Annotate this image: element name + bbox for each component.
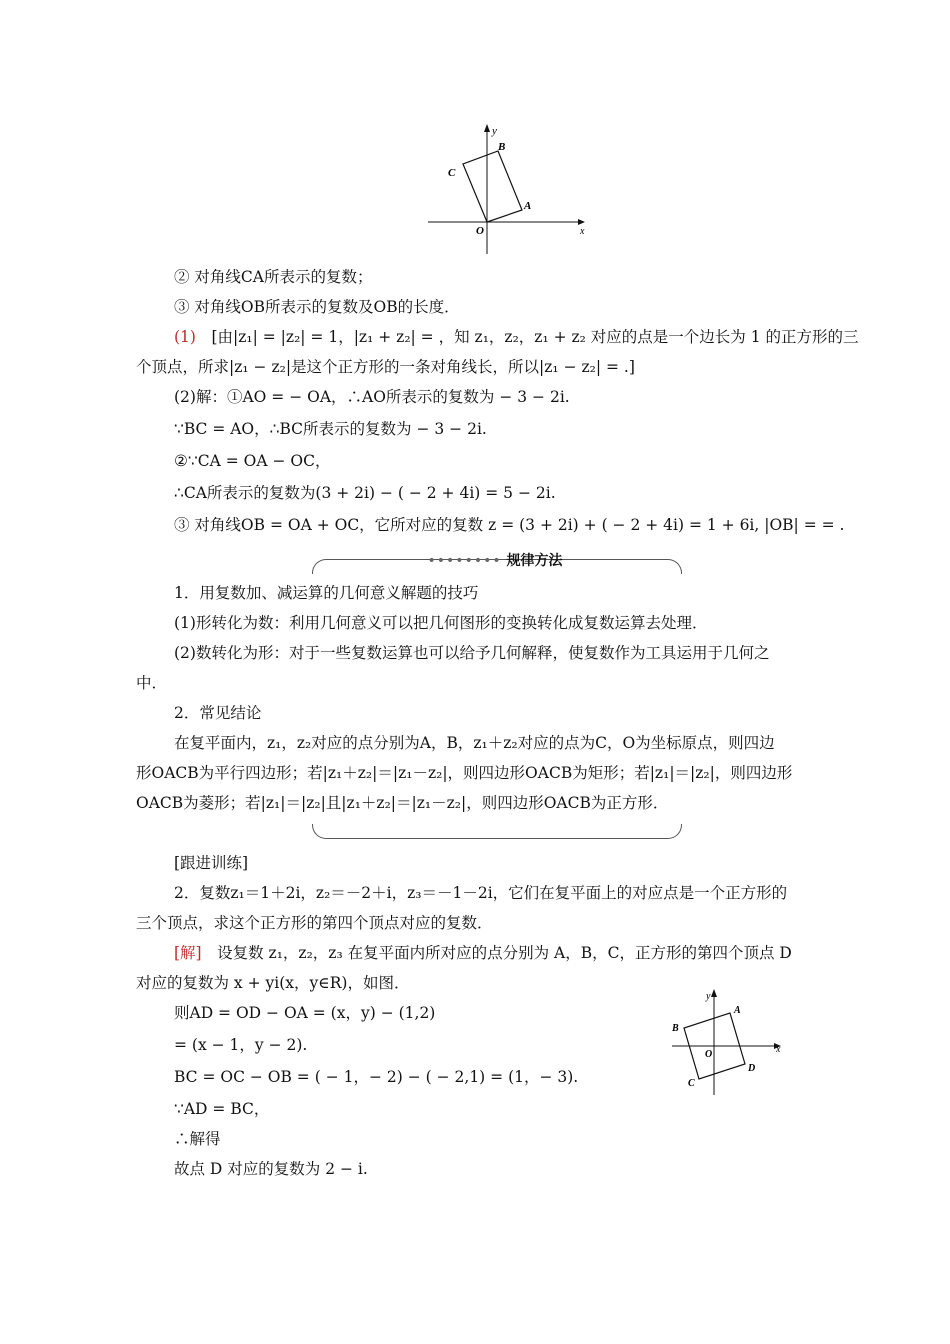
label-o: O [705,1049,713,1060]
solution-line [174,942,814,964]
title-text: 规律方法 [506,553,563,569]
title-dots: •••••••• [427,553,502,569]
text-line: 1．用复数加、减运算的几何意义解题的技巧 [174,584,479,602]
text-line: 对应的复数为 x + yi(x，y∈R)，如图． [136,974,410,992]
method-box-bottom [312,824,682,839]
answer-tag: (1) [174,328,196,346]
label-o: O [476,225,484,237]
y-axis-arrow [711,989,717,997]
answer-line [174,326,859,348]
text-line: = (x − 1，y − 2). [174,1036,308,1054]
text-line: ∵BC = AO，∴BC所表示的复数为 − 3 − 2i. [174,420,487,438]
text-line: ②∵CA = OA − OC， [174,452,331,470]
solution-text: 设复数 z₁，z₂，z₃ 在复平面内所对应的点分别为 A，B，C，正方形的第四个顶点 D [201,944,792,962]
text-line: 中． [136,674,168,692]
text-line: OACB为菱形；若|z₁|＝|z₂|且|z₁＋z₂|＝|z₁－z₂|，则四边形OACB为正方形． [136,794,669,812]
label-y: y [492,125,497,137]
text-line: ∵AD = BC， [174,1100,270,1118]
text-line: ③ 对角线OB = OA + OC，它所对应的复数 z = (3 + 2i) + ( − 2 + 4i) = 1 + 6i, |OB| = = . [174,516,845,534]
label-b: B [672,1023,679,1034]
text-line: ∴CA所表示的复数为(3 + 2i) − ( − 2 + 4i) = 5 − 2i. [174,484,556,502]
text-line: ② 对角线CA所表示的复数； [174,268,373,286]
figure-square-abcd [668,985,788,1097]
answer-text: [由|z₁| = |z₂| = 1，|z₁ + z₂| = ，知 z₁，z₂，z₁ + z₂ 对应的点是一个边长为 1 的正方形的三 [195,328,859,346]
label-y: y [706,991,711,1002]
text-line: 2．复数z₁＝1＋2i，z₂＝－2＋i，z₃＝－1－2i，它们在复平面上的对应点是一个正方形的 [174,884,788,902]
text-line: 形OACB为平行四边形；若|z₁＋z₂|＝|z₁－z₂|，则四边形OACB为矩形；若|z₁|＝|z₂|，则四边形 [136,764,793,782]
text-line: ∴解得 [174,1130,221,1148]
label-d: D [748,1063,756,1074]
text-line: (2)解：①AO = − OA，∴AO所表示的复数为 − 3 − 2i. [174,388,570,406]
label-a: A [524,200,532,212]
label-x: x [776,1044,781,1055]
text-line: (2)数转化为形：对于一些复数运算也可以给予几何解释，使复数作为工具运用于几何之 [174,644,770,662]
label-a: A [734,1005,741,1016]
text-line: 则AD = OD − OA = (x，y) − (1,2) [174,1004,436,1022]
x-axis-arrow [578,219,585,225]
label-x: x [580,226,585,237]
label-b: B [498,141,506,153]
method-box-title [350,550,640,570]
solution-tag: [解] [174,944,202,962]
text-line: 在复平面内，z₁，z₂对应的点分别为A，B，z₁＋z₂对应的点为C，O为坐标原点，则四边 [174,734,775,752]
text-line: 故点 D 对应的复数为 2 − i. [174,1160,368,1178]
text-line: 2．常见结论 [174,704,262,722]
text-line: (1)形转化为数：利用几何意义可以把几何图形的变换转化成复数运算去处理． [174,614,708,632]
text-line: 个顶点，所求|z₁ − z₂|是这个正方形的一条对角线长，所以|z₁ − z₂| = .] [136,358,635,376]
figure-square-oacb [420,120,590,258]
label-c: C [448,167,456,179]
y-axis-arrow [484,124,490,132]
text-line: [跟进训练] [174,854,249,872]
text-line: 三个顶点，求这个正方形的第四个顶点对应的复数． [136,914,493,932]
text-line: ③ 对角线OB所表示的复数及OB的长度． [174,298,460,316]
text-line: BC = OC − OB = ( − 1，− 2) − ( − 2,1) = (1，− 3). [174,1068,579,1086]
label-c: C [688,1078,695,1089]
square-oacb [463,151,522,222]
